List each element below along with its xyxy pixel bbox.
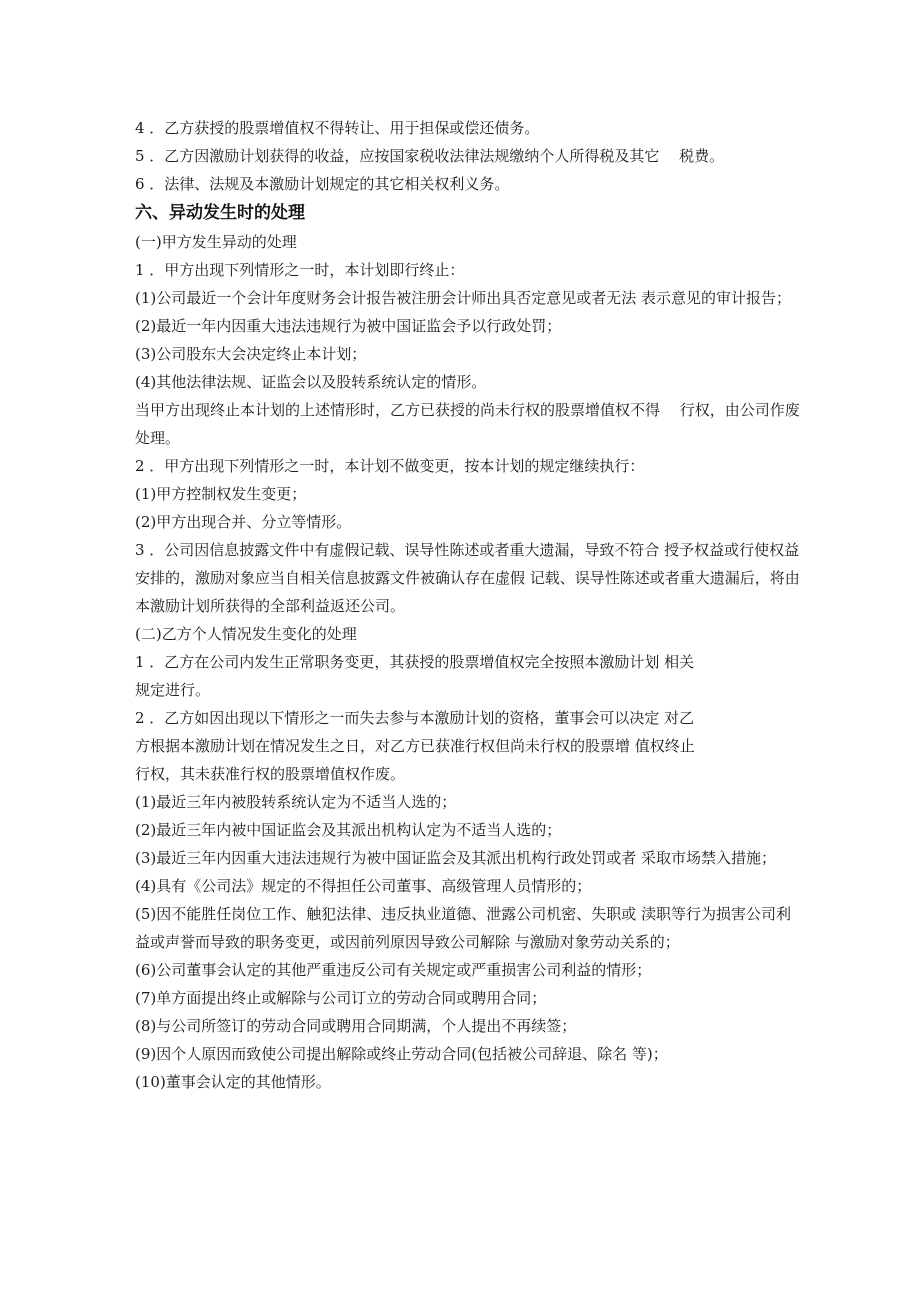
paragraph: (8)与公司所签订的劳动合同或聘用合同期满，个人提出不再续签； xyxy=(135,1017,577,1035)
section-heading: 六、异动发生时的处理 xyxy=(135,203,305,223)
paragraph: 1 ．甲方出现下列情形之一时，本计划即行终止： xyxy=(135,261,465,279)
paragraph: (二)乙方个人情况发生变化的处理 xyxy=(135,625,357,643)
paragraph: (4)其他法律法规、证监会以及股转系统认定的情形。 xyxy=(135,373,487,391)
paragraph: (9)因个人原因而致使公司提出解除或终止劳动合同(包括被公司辞退、除名 等)； xyxy=(135,1045,668,1063)
paragraph: (3)公司股东大会决定终止本计划； xyxy=(135,345,367,363)
paragraph: 1 ．乙方在公司内发生正常职务变更，其获授的股票增值权完全按照本激励计划 相关 规定进行。 xyxy=(135,653,695,699)
paragraph: (7)单方面提出终止或解除与公司订立的劳动合同或聘用合同； xyxy=(135,989,547,1007)
paragraph: (2)最近三年内被中国证监会及其派出机构认定为不适当人选的； xyxy=(135,821,562,839)
paragraph: 6 ．法律、法规及本激励计划规定的其它相关权利义务。 xyxy=(135,175,510,193)
paragraph: (6)公司董事会认定的其他严重违反公司有关规定或严重损害公司利益的情形； xyxy=(135,961,652,979)
paragraph: 3 ．公司因信息披露文件中有虚假记载、误导性陈述或者重大遗漏，导致不符合 授予权益或行使权益安排的，激励对象应当自相关信息披露文件被确认存在虚假 记载、误导性陈述或者重大遗漏后，将由本激励计划所获得的全部利益返还公司。 xyxy=(135,541,800,615)
paragraph: (1)甲方控制权发生变更； xyxy=(135,485,307,503)
document-body xyxy=(135,114,805,1096)
paragraph: (1)最近三年内被股转系统认定为不适当人选的； xyxy=(135,793,457,811)
paragraph: 2 ．乙方如因出现以下情形之一而失去参与本激励计划的资格，董事会可以决定 对乙 方根据本激励计划在情况发生之日，对乙方已获准行权但尚未行权的股票增 值权终止 行权，其未获准行权的股票增值权作废。 xyxy=(135,709,695,783)
paragraph: (2)最近一年内因重大违法违规行为被中国证监会予以行政处罚； xyxy=(135,317,562,335)
paragraph: (1)公司最近一个会计年度财务会计报告被注册会计师出具否定意见或者无法 表示意见的审计报告； xyxy=(135,289,792,307)
paragraph: (5)因不能胜任岗位工作、触犯法律、违反执业道德、泄露公司机密、失职或 渎职等行为损害公司利益或声誉而导致的职务变更，或因前列原因导致公司解除 与激励对象劳动关系的； xyxy=(135,905,792,951)
paragraph: 4 ．乙方获授的股票增值权不得转让、用于担保或偿还债务。 xyxy=(135,119,540,137)
paragraph: 2 ．甲方出现下列情形之一时，本计划不做变更，按本计划的规定继续执行： xyxy=(135,457,645,475)
paragraph: (3)最近三年内因重大违法违规行为被中国证监会及其派出机构行政处罚或者 采取市场禁入措施； xyxy=(135,849,777,867)
paragraph: (一)甲方发生异动的处理 xyxy=(135,233,297,251)
paragraph: (2)甲方出现合并、分立等情形。 xyxy=(135,513,352,531)
paragraph: 5 ．乙方因激励计划获得的收益，应按国家税收法律法规缴纳个人所得税及其它 税费。 xyxy=(135,147,725,165)
paragraph: (4)具有《公司法》规定的不得担任公司董事、高级管理人员情形的； xyxy=(135,877,592,895)
paragraph: (10)董事会认定的其他情形。 xyxy=(135,1073,331,1091)
paragraph: 当甲方出现终止本计划的上述情形时，乙方已获授的尚未行权的股票增值权不得 行权，由公司作废处理。 xyxy=(135,401,800,447)
